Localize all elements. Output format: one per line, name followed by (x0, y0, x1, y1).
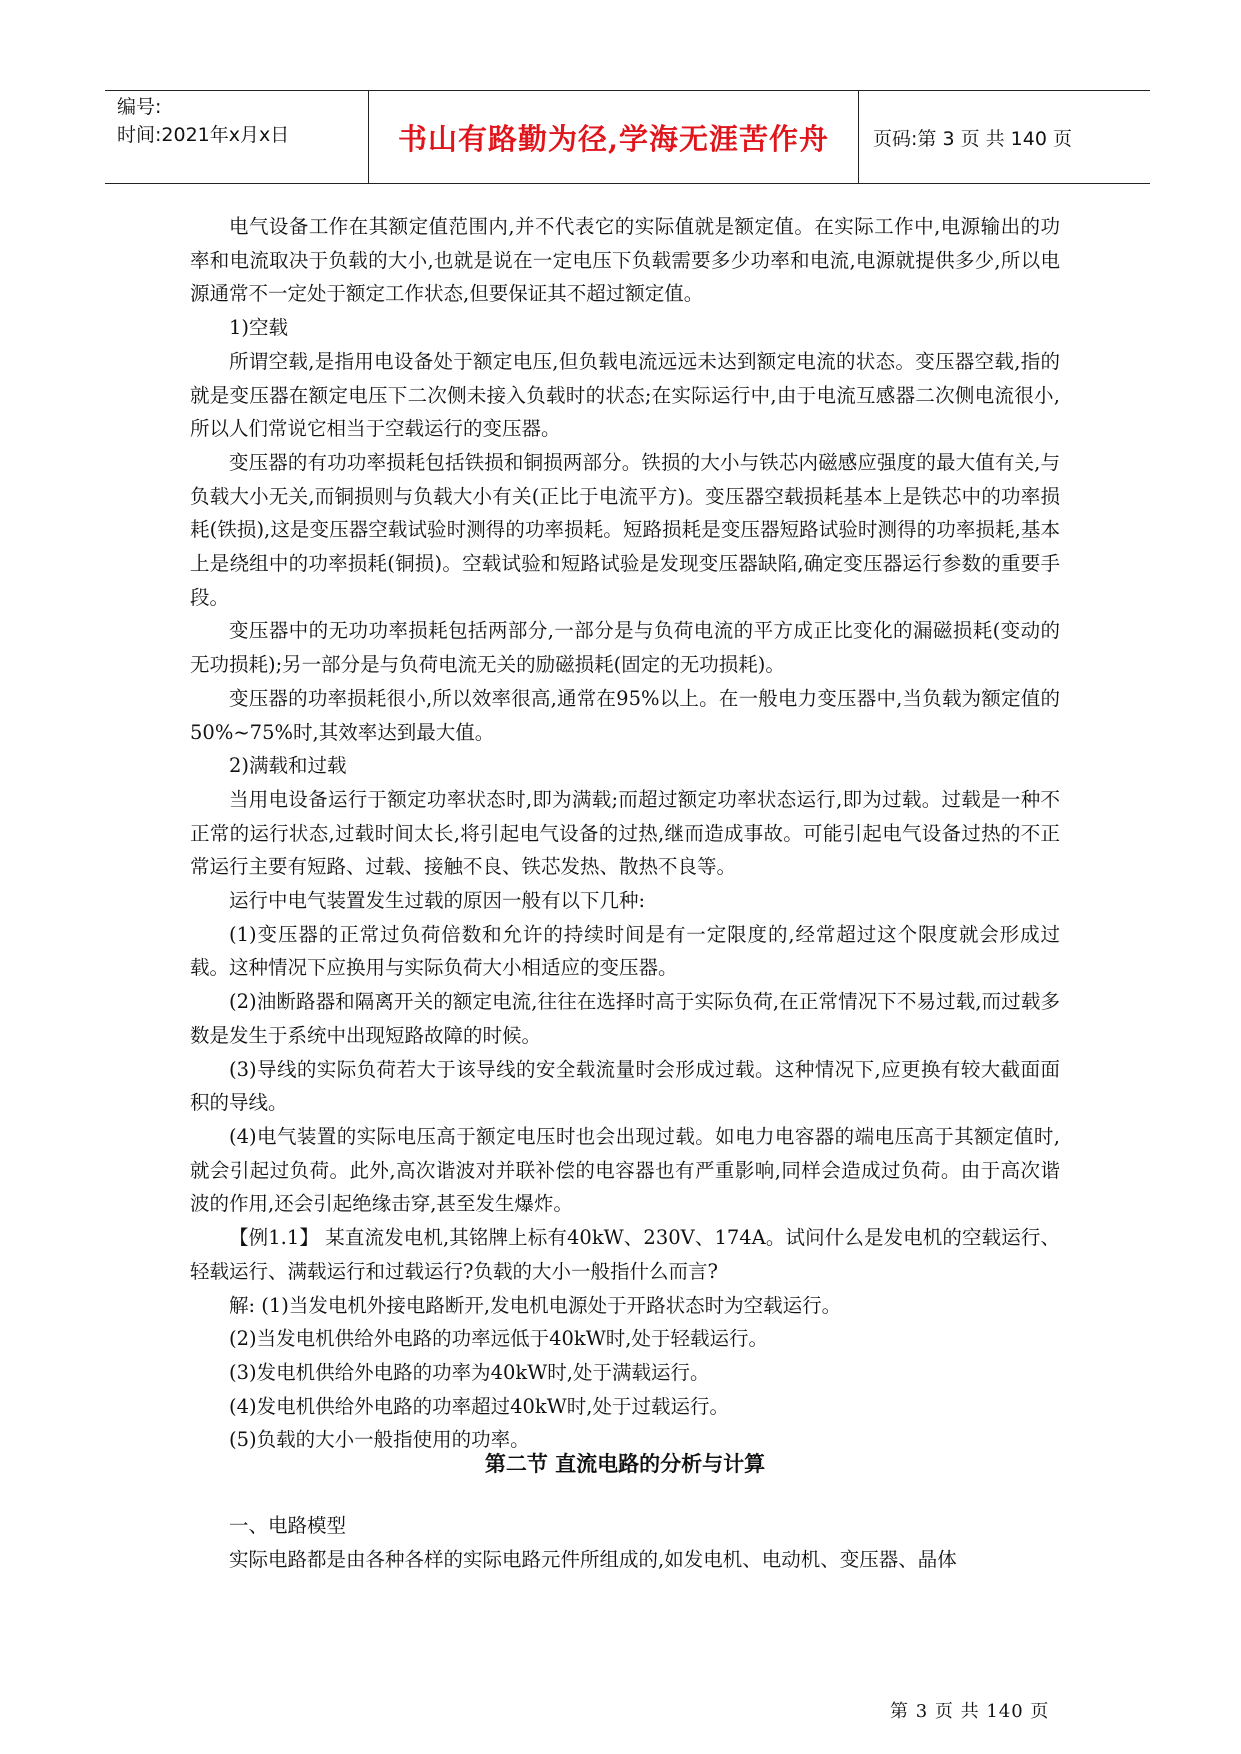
answer-item: (4)发电机供给外电路的功率超过40kW时,处于过载运行。 (229, 1394, 729, 1418)
body-text (190, 210, 1060, 1457)
time-label: 时间:2021年x月x日 (117, 124, 290, 146)
list-item: (3)导线的实际负荷若大于该导线的安全载流量时会形成过载。这种情况下,应更换有较大截面面积的导线。 (190, 1057, 1060, 1115)
paragraph: 所谓空载,是指用电设备处于额定电压,但负载电流远远未达到额定电流的状态。变压器空载,指的就是变压器在额定电压下二次侧未接入负载时的状态;在实际运行中,由于电流互感器二次侧电流很小,所以人们常说它相当于空载运行的变压器。 (190, 349, 1060, 441)
list-item: (1)变压器的正常过负荷倍数和允许的持续时间是有一定限度的,经常超过这个限度就会形成过载。这种情况下应换用与实际负荷大小相适应的变压器。 (190, 922, 1060, 980)
subheading-circuit-model: 一、电路模型 (229, 1514, 347, 1537)
paragraph: 实际电路都是由各种各样的实际电路元件所组成的,如发电机、电动机、变压器、晶体 (229, 1548, 957, 1571)
example-question: 【例1.1】 某直流发电机,其铭牌上标有40kW、230V、174A。试问什么是发电机的空载运行、轻载运行、满载运行和过载运行?负载的大小一般指什么而言? (190, 1226, 1060, 1283)
answer-item: 解: (1)当发电机外接电路断开,发电机电源处于开路状态时为空载运行。 (229, 1293, 842, 1317)
answer-item: (3)发电机供给外电路的功率为40kW时,处于满载运行。 (229, 1360, 710, 1384)
header-meta (105, 91, 369, 183)
code-label: 编号: (117, 96, 162, 118)
subheading-no-load: 1)空载 (229, 316, 289, 340)
section-title: 第二节 直流电路的分析与计算 (484, 1452, 766, 1476)
section-body (190, 1509, 1060, 1577)
list-item: (2)油断路器和隔离开关的额定电流,往往在选择时高于实际负荷,在正常情况下不易过载,而过载多数是发生于系统中出现短路故障的时候。 (190, 990, 1060, 1047)
paragraph: 变压器的功率损耗很小,所以效率很高,通常在95%以上。在一般电力变压器中,当负载为额定值的50%~75%时,其效率达到最大值。 (190, 686, 1060, 744)
paragraph: 变压器的有功功率损耗包括铁损和铜损两部分。铁损的大小与铁芯内磁感应强度的最大值有关,与负载大小无关,而铜损则与负载大小有关(正比于电流平方)。变压器空载损耗基本上是铁芯中的功率损耗(铁损),这是变压器空载试验时测得的功率损耗。短路损耗是变压器短路试验时测得的功率损耗,基本上是绕组中的功率损耗(铜损)。空载试验和短路试验是发现变压器缺陷,确定变压器运行参数的重要手段。 (190, 450, 1060, 609)
header-page-number: 页码:第 3 页 共 140 页 (873, 127, 1072, 150)
page-header (105, 90, 1150, 184)
header-motto: 书山有路勤为径,学海无涯苦作舟 (369, 91, 859, 183)
paragraph: 电气设备工作在其额定值范围内,并不代表它的实际值就是额定值。在实际工作中,电源输出的功率和电流取决于负载的大小,也就是说在一定电压下负载需要多少功率和电流,电源就提供多少,所以电源通常不一定处于额定工作状态,但要保证其不超过额定值。 (190, 215, 1060, 306)
answer-item: (5)负载的大小一般指使用的功率。 (229, 1428, 530, 1452)
answer-item: (2)当发电机供给外电路的功率远低于40kW时,处于轻载运行。 (229, 1327, 768, 1351)
paragraph: 运行中电气装置发生过载的原因一般有以下几种: (229, 889, 646, 913)
paragraph: 变压器中的无功功率损耗包括两部分,一部分是与负荷电流的平方成正比变化的漏磁损耗(变动的无功损耗);另一部分是与负荷电流无关的励磁损耗(固定的无功损耗)。 (190, 619, 1060, 677)
page-footer: 第 3 页 共 140 页 (890, 1701, 1050, 1722)
subheading-full-load: 2)满载和过载 (229, 754, 347, 778)
list-item: (4)电气装置的实际电压高于额定电压时也会出现过载。如电力电容器的端电压高于其额定值时,就会引起过负荷。此外,高次谐波对并联补偿的电容器也有严重影响,同样会造成过负荷。由于高次谐波的作用,还会引起绝缘击穿,甚至发生爆炸。 (190, 1124, 1060, 1216)
paragraph: 当用电设备运行于额定功率状态时,即为满载;而超过额定功率状态运行,即为过载。过载是一种不正常的运行状态,过载时间太长,将引起电气设备的过热,继而造成事故。可能引起电气设备过热的不正常运行主要有短路、过载、接触不良、铁芯发热、散热不良等。 (190, 787, 1060, 879)
